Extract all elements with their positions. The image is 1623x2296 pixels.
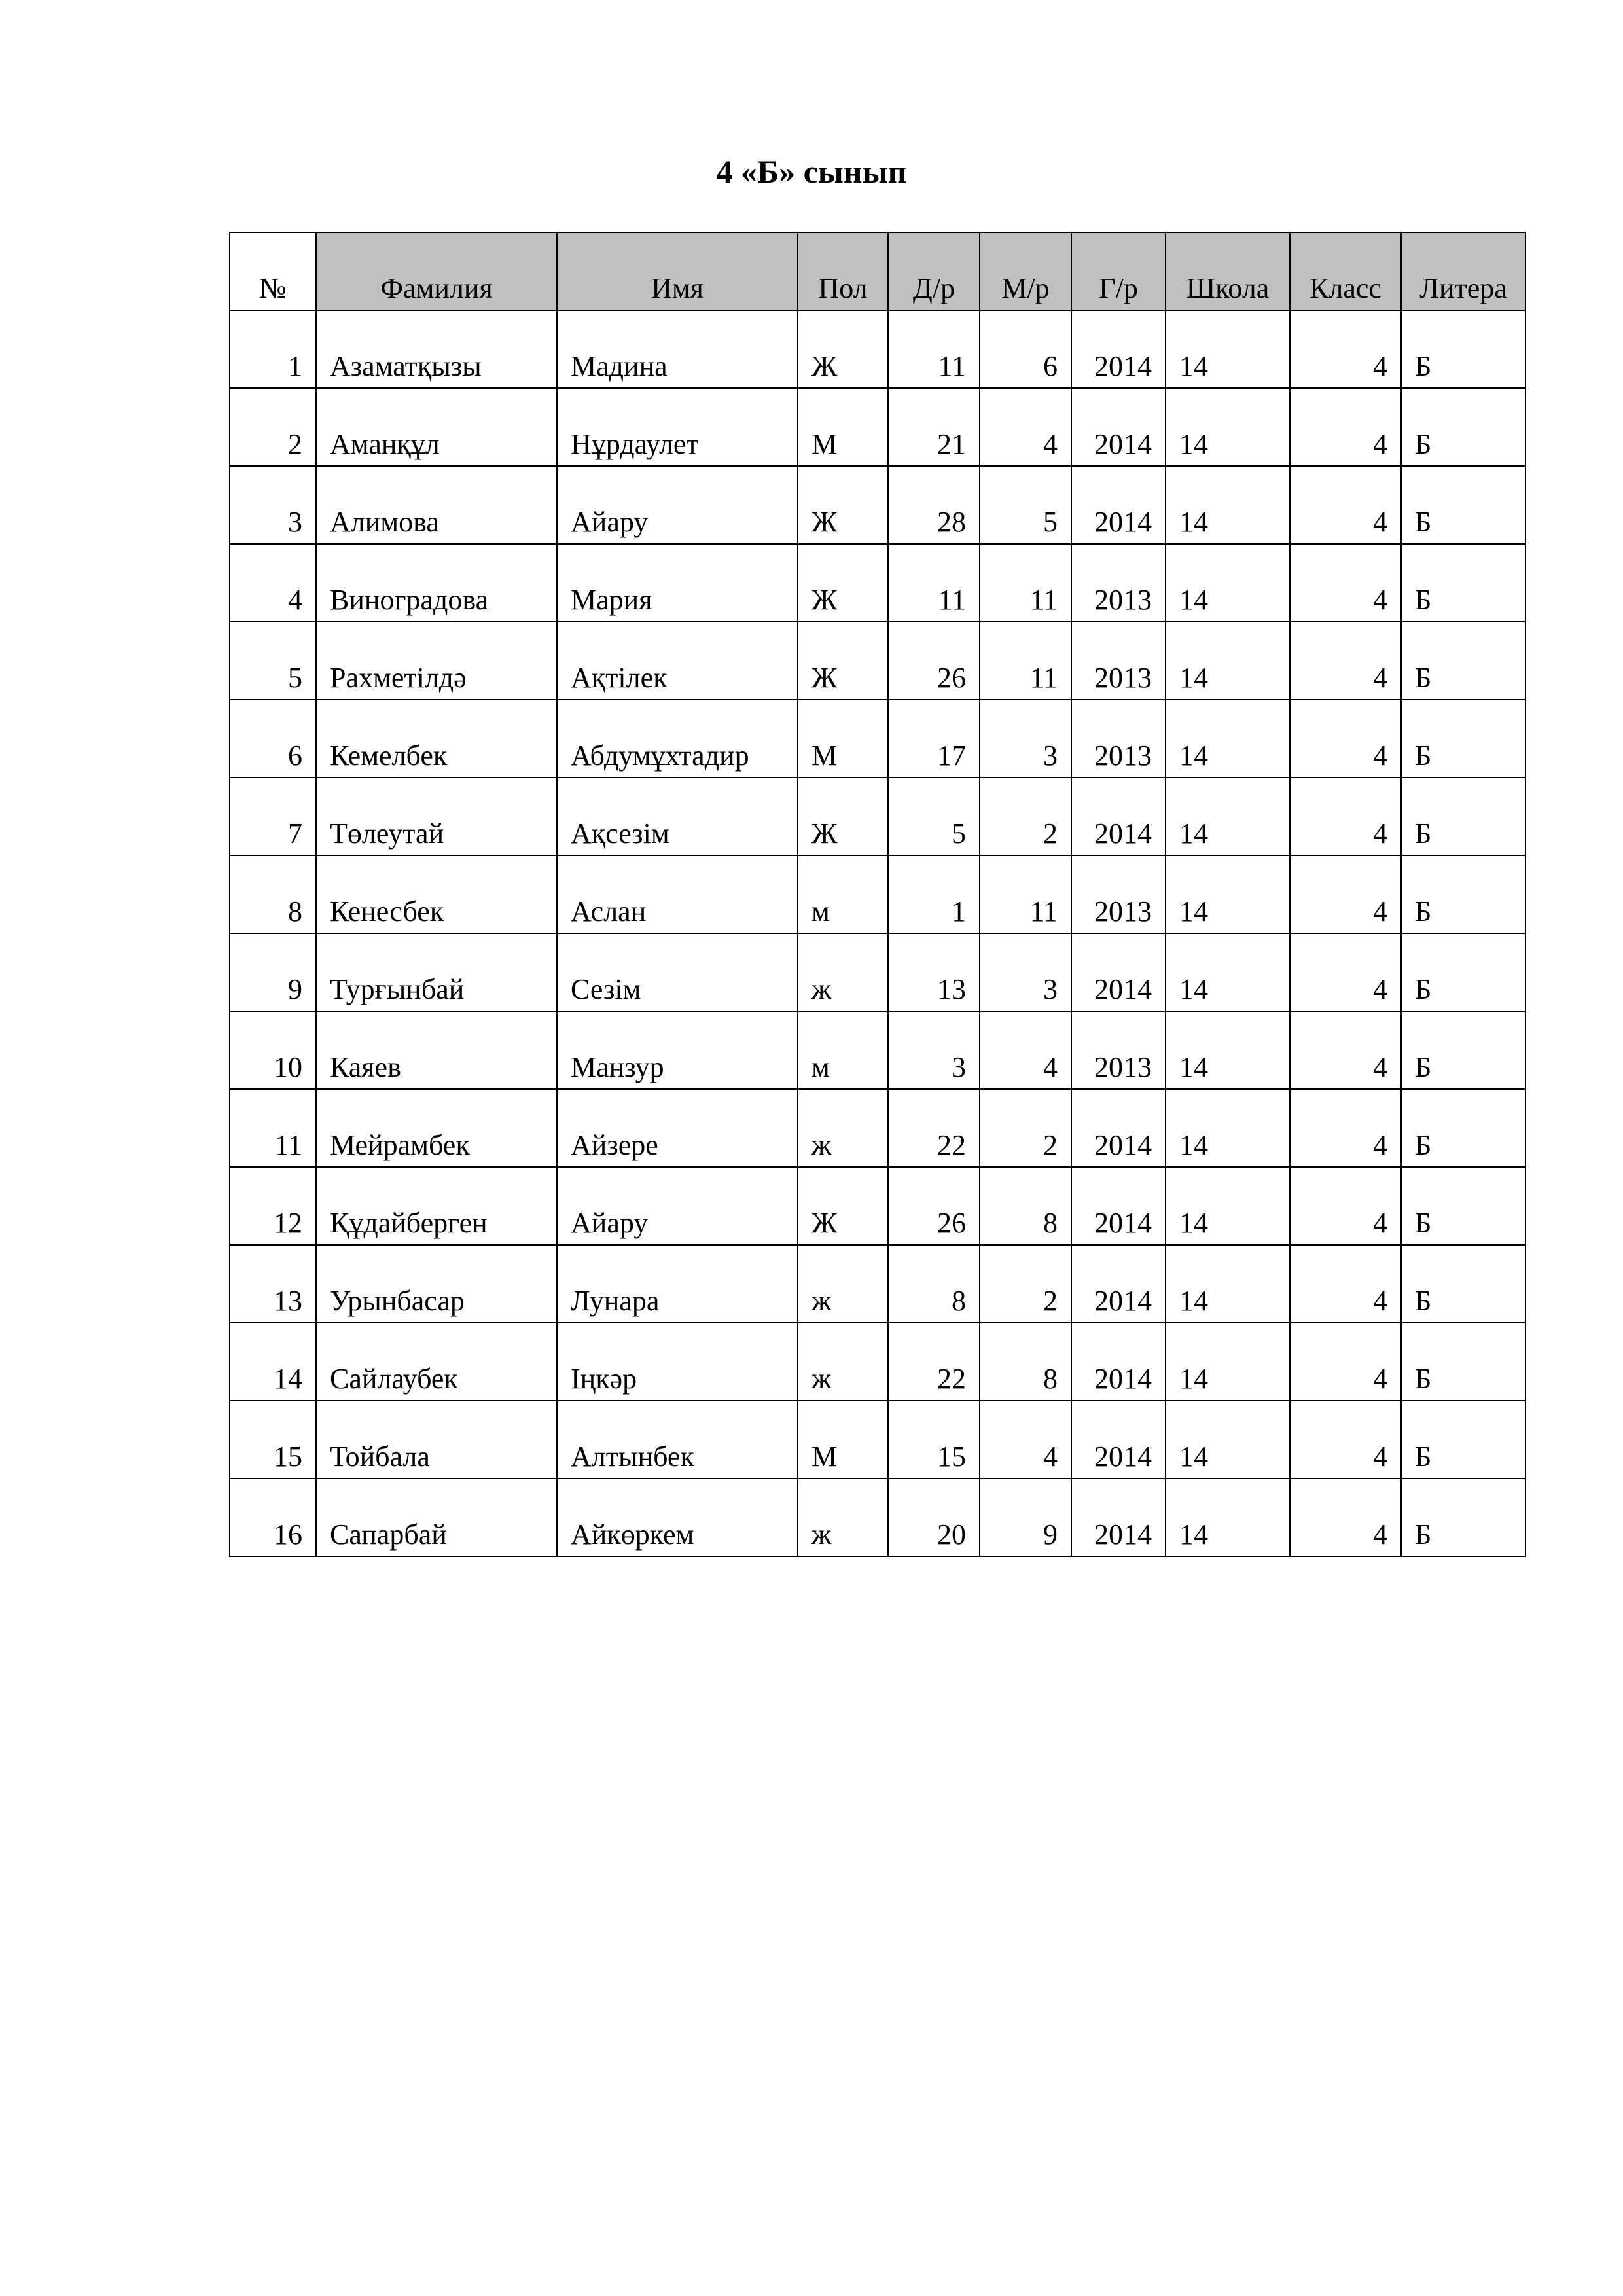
surname-cell: Урынбасар: [316, 1245, 557, 1323]
letter-cell: Б: [1401, 1401, 1525, 1479]
column-header-month: М/р: [980, 232, 1071, 310]
birth-month-cell: 6: [980, 310, 1071, 388]
letter-cell: Б: [1401, 388, 1525, 466]
birth-month-cell: 2: [980, 1245, 1071, 1323]
birth-day-cell: 26: [888, 622, 980, 700]
table-row: [230, 1323, 1525, 1401]
school-cell: 14: [1166, 778, 1290, 855]
birth-year-cell: 2014: [1071, 466, 1166, 544]
column-header-letter: Литера: [1401, 232, 1525, 310]
birth-year-cell: 2014: [1071, 933, 1166, 1011]
birth-month-cell: 11: [980, 622, 1071, 700]
birth-month-cell: 2: [980, 1089, 1071, 1167]
name-cell: Айкөркем: [557, 1479, 798, 1556]
letter-cell: Б: [1401, 778, 1525, 855]
table-row: [230, 1011, 1525, 1089]
table-row: [230, 855, 1525, 933]
birth-month-cell: 5: [980, 466, 1071, 544]
name-cell: Манзур: [557, 1011, 798, 1089]
birth-day-cell: 11: [888, 544, 980, 622]
birth-month-cell: 4: [980, 388, 1071, 466]
birth-day-cell: 26: [888, 1167, 980, 1245]
birth-year-cell: 2014: [1071, 1479, 1166, 1556]
sex-cell: М: [798, 1401, 888, 1479]
table-body: [230, 310, 1525, 1556]
birth-day-cell: 8: [888, 1245, 980, 1323]
birth-month-cell: 4: [980, 1011, 1071, 1089]
table-row: [230, 778, 1525, 855]
grade-cell: 4: [1290, 1167, 1401, 1245]
letter-cell: Б: [1401, 1089, 1525, 1167]
name-cell: Айзере: [557, 1089, 798, 1167]
birth-year-cell: 2013: [1071, 700, 1166, 778]
school-cell: 14: [1166, 1245, 1290, 1323]
grade-cell: 4: [1290, 388, 1401, 466]
row-number: 2: [230, 388, 316, 466]
surname-cell: Виноградова: [316, 544, 557, 622]
birth-day-cell: 1: [888, 855, 980, 933]
row-number: 13: [230, 1245, 316, 1323]
surname-cell: Сапарбай: [316, 1479, 557, 1556]
birth-year-cell: 2014: [1071, 1167, 1166, 1245]
birth-month-cell: 3: [980, 700, 1071, 778]
school-cell: 14: [1166, 622, 1290, 700]
birth-month-cell: 2: [980, 778, 1071, 855]
grade-cell: 4: [1290, 1401, 1401, 1479]
letter-cell: Б: [1401, 855, 1525, 933]
birth-month-cell: 3: [980, 933, 1071, 1011]
row-number: 11: [230, 1089, 316, 1167]
table-row: [230, 388, 1525, 466]
column-header-surname: Фамилия: [316, 232, 557, 310]
school-cell: 14: [1166, 700, 1290, 778]
row-number: 16: [230, 1479, 316, 1556]
birth-year-cell: 2013: [1071, 622, 1166, 700]
birth-year-cell: 2013: [1071, 1011, 1166, 1089]
birth-month-cell: 4: [980, 1401, 1071, 1479]
grade-cell: 4: [1290, 622, 1401, 700]
sex-cell: М: [798, 700, 888, 778]
birth-year-cell: 2013: [1071, 855, 1166, 933]
birth-day-cell: 28: [888, 466, 980, 544]
name-cell: Аслан: [557, 855, 798, 933]
row-number: 7: [230, 778, 316, 855]
birth-year-cell: 2014: [1071, 388, 1166, 466]
column-header-name: Имя: [557, 232, 798, 310]
birth-day-cell: 15: [888, 1401, 980, 1479]
row-number: 10: [230, 1011, 316, 1089]
row-number: 3: [230, 466, 316, 544]
sex-cell: ж: [798, 1089, 888, 1167]
row-number: 14: [230, 1323, 316, 1401]
surname-cell: Кенесбек: [316, 855, 557, 933]
table-row: [230, 544, 1525, 622]
birth-year-cell: 2013: [1071, 544, 1166, 622]
grade-cell: 4: [1290, 1245, 1401, 1323]
table-row: [230, 1479, 1525, 1556]
surname-cell: Рахметілдә: [316, 622, 557, 700]
surname-cell: Турғынбай: [316, 933, 557, 1011]
birth-year-cell: 2014: [1071, 1323, 1166, 1401]
birth-day-cell: 13: [888, 933, 980, 1011]
school-cell: 14: [1166, 1089, 1290, 1167]
sex-cell: Ж: [798, 466, 888, 544]
column-header-number: №: [230, 232, 316, 310]
name-cell: Ақтілек: [557, 622, 798, 700]
table-row: [230, 466, 1525, 544]
letter-cell: Б: [1401, 933, 1525, 1011]
surname-cell: Мейрамбек: [316, 1089, 557, 1167]
row-number: 5: [230, 622, 316, 700]
birth-day-cell: 17: [888, 700, 980, 778]
surname-cell: Азаматқызы: [316, 310, 557, 388]
name-cell: Айару: [557, 1167, 798, 1245]
surname-cell: Аманқұл: [316, 388, 557, 466]
column-header-day: Д/р: [888, 232, 980, 310]
surname-cell: Сайлаубек: [316, 1323, 557, 1401]
grade-cell: 4: [1290, 1323, 1401, 1401]
sex-cell: м: [798, 855, 888, 933]
school-cell: 14: [1166, 544, 1290, 622]
row-number: 15: [230, 1401, 316, 1479]
student-table: [229, 232, 1526, 1557]
surname-cell: Тойбала: [316, 1401, 557, 1479]
sex-cell: Ж: [798, 310, 888, 388]
sex-cell: ж: [798, 1323, 888, 1401]
surname-cell: Құдайберген: [316, 1167, 557, 1245]
letter-cell: Б: [1401, 1323, 1525, 1401]
letter-cell: Б: [1401, 700, 1525, 778]
birth-month-cell: 11: [980, 544, 1071, 622]
column-header-sex: Пол: [798, 232, 888, 310]
surname-cell: Төлеутай: [316, 778, 557, 855]
surname-cell: Алимова: [316, 466, 557, 544]
grade-cell: 4: [1290, 855, 1401, 933]
grade-cell: 4: [1290, 700, 1401, 778]
letter-cell: Б: [1401, 622, 1525, 700]
surname-cell: Кемелбек: [316, 700, 557, 778]
birth-year-cell: 2014: [1071, 778, 1166, 855]
name-cell: Мария: [557, 544, 798, 622]
name-cell: Абдумұхтадир: [557, 700, 798, 778]
column-header-school: Школа: [1166, 232, 1290, 310]
name-cell: Нұрдаулет: [557, 388, 798, 466]
table-row: [230, 933, 1525, 1011]
birth-day-cell: 20: [888, 1479, 980, 1556]
school-cell: 14: [1166, 933, 1290, 1011]
birth-day-cell: 3: [888, 1011, 980, 1089]
sex-cell: Ж: [798, 778, 888, 855]
birth-month-cell: 9: [980, 1479, 1071, 1556]
surname-cell: Каяев: [316, 1011, 557, 1089]
table-row: [230, 622, 1525, 700]
name-cell: Ақсезім: [557, 778, 798, 855]
name-cell: Сезім: [557, 933, 798, 1011]
letter-cell: Б: [1401, 466, 1525, 544]
birth-day-cell: 22: [888, 1323, 980, 1401]
grade-cell: 4: [1290, 466, 1401, 544]
table-row: [230, 310, 1525, 388]
grade-cell: 4: [1290, 1479, 1401, 1556]
birth-month-cell: 11: [980, 855, 1071, 933]
column-header-year: Г/р: [1071, 232, 1166, 310]
school-cell: 14: [1166, 1479, 1290, 1556]
school-cell: 14: [1166, 466, 1290, 544]
birth-month-cell: 8: [980, 1323, 1071, 1401]
table-header-row: [230, 232, 1525, 310]
name-cell: Мадина: [557, 310, 798, 388]
school-cell: 14: [1166, 1401, 1290, 1479]
letter-cell: Б: [1401, 310, 1525, 388]
grade-cell: 4: [1290, 310, 1401, 388]
school-cell: 14: [1166, 1167, 1290, 1245]
row-number: 4: [230, 544, 316, 622]
row-number: 8: [230, 855, 316, 933]
birth-year-cell: 2014: [1071, 1089, 1166, 1167]
letter-cell: Б: [1401, 1245, 1525, 1323]
row-number: 1: [230, 310, 316, 388]
column-header-grade: Класс: [1290, 232, 1401, 310]
birth-day-cell: 22: [888, 1089, 980, 1167]
letter-cell: Б: [1401, 1479, 1525, 1556]
name-cell: Алтынбек: [557, 1401, 798, 1479]
row-number: 6: [230, 700, 316, 778]
name-cell: Лунара: [557, 1245, 798, 1323]
name-cell: Айару: [557, 466, 798, 544]
sex-cell: ж: [798, 1245, 888, 1323]
letter-cell: Б: [1401, 1167, 1525, 1245]
row-number: 9: [230, 933, 316, 1011]
letter-cell: Б: [1401, 544, 1525, 622]
birth-year-cell: 2014: [1071, 310, 1166, 388]
birth-day-cell: 11: [888, 310, 980, 388]
grade-cell: 4: [1290, 544, 1401, 622]
table-row: [230, 1401, 1525, 1479]
sex-cell: Ж: [798, 622, 888, 700]
table-row: [230, 1089, 1525, 1167]
sex-cell: м: [798, 1011, 888, 1089]
name-cell: Іңкәр: [557, 1323, 798, 1401]
sex-cell: ж: [798, 1479, 888, 1556]
birth-year-cell: 2014: [1071, 1245, 1166, 1323]
school-cell: 14: [1166, 310, 1290, 388]
birth-year-cell: 2014: [1071, 1401, 1166, 1479]
grade-cell: 4: [1290, 1011, 1401, 1089]
sex-cell: Ж: [798, 544, 888, 622]
school-cell: 14: [1166, 1323, 1290, 1401]
table-row: [230, 1245, 1525, 1323]
school-cell: 14: [1166, 1011, 1290, 1089]
grade-cell: 4: [1290, 933, 1401, 1011]
school-cell: 14: [1166, 855, 1290, 933]
grade-cell: 4: [1290, 1089, 1401, 1167]
sex-cell: ж: [798, 933, 888, 1011]
birth-month-cell: 8: [980, 1167, 1071, 1245]
sex-cell: М: [798, 388, 888, 466]
table-row: [230, 700, 1525, 778]
grade-cell: 4: [1290, 778, 1401, 855]
birth-day-cell: 5: [888, 778, 980, 855]
sex-cell: Ж: [798, 1167, 888, 1245]
school-cell: 14: [1166, 388, 1290, 466]
birth-day-cell: 21: [888, 388, 980, 466]
page-title: 4 «Б» сынып: [716, 153, 907, 190]
letter-cell: Б: [1401, 1011, 1525, 1089]
row-number: 12: [230, 1167, 316, 1245]
table-row: [230, 1167, 1525, 1245]
